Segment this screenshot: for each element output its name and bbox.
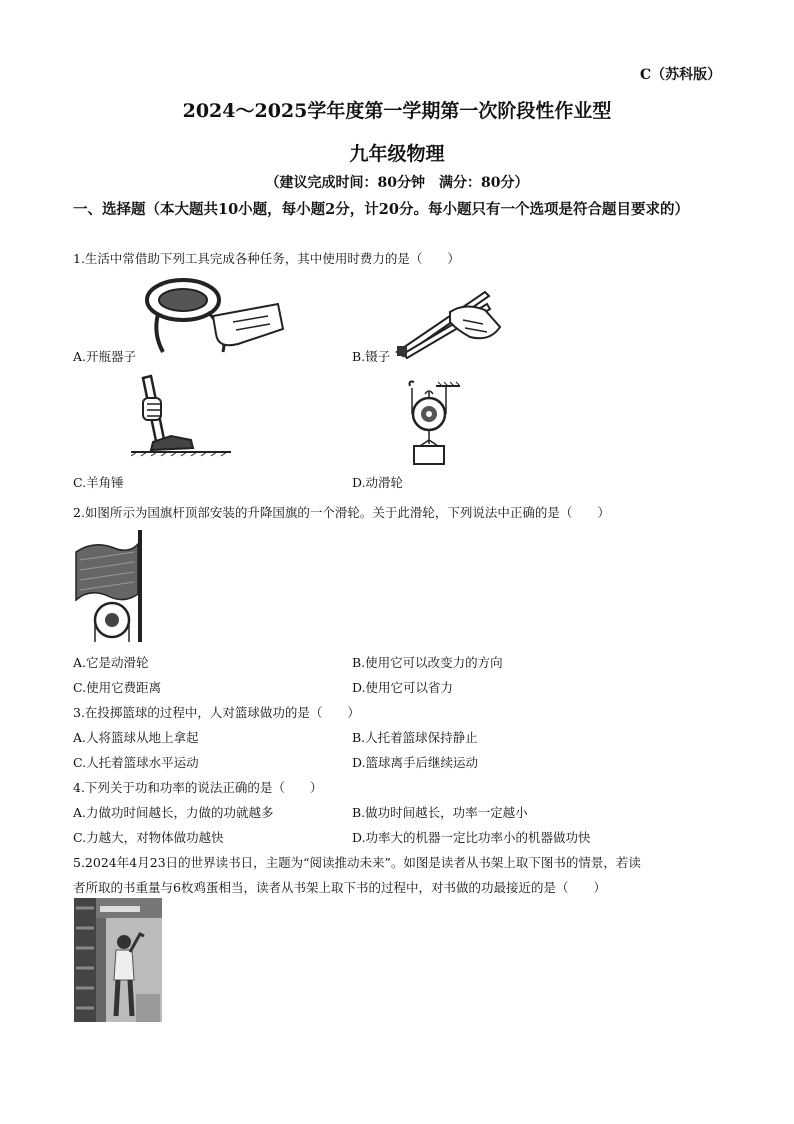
q3-option-d[interactable]: D.篮球离手后继续运动 xyxy=(352,755,479,770)
question-4-stem: 4.下列关于功和功率的说法正确的是（ ） xyxy=(73,780,323,795)
q2-option-a[interactable]: A.它是动滑轮 xyxy=(73,655,149,670)
tweezers-figure xyxy=(395,282,505,362)
q2-option-d[interactable]: D.使用它可以省力 xyxy=(352,680,454,695)
exam-info: （建议完成时间：80分钟 满分：80分） xyxy=(265,175,529,191)
edition-label: C（苏科版） xyxy=(640,67,722,83)
bottle-opener-figure xyxy=(138,274,288,356)
q2-option-c[interactable]: C.使用它费距离 xyxy=(73,680,162,695)
movable-pulley-figure xyxy=(400,380,470,466)
q3-option-c[interactable]: C.人托着篮球水平运动 xyxy=(73,755,199,770)
q3-option-a[interactable]: A.人将篮球从地上拿起 xyxy=(73,730,199,745)
flagpole-pulley-figure xyxy=(74,530,152,642)
q2-option-b[interactable]: B.使用它可以改变力的方向 xyxy=(352,655,503,670)
question-3-stem: 3.在投掷篮球的过程中，人对篮球做功的是（ ） xyxy=(73,705,360,720)
q3-option-b[interactable]: B.人托着篮球保持静止 xyxy=(352,730,478,745)
question-5-stem-line-2: 者所取的书重量与6枚鸡蛋相当，读者从书架上取下书的过程中，对书做的功最接近的是（ ） xyxy=(73,880,606,895)
q1-option-c[interactable]: C.羊角锤 xyxy=(73,475,124,490)
q4-option-a[interactable]: A.力做功时间越长，力做的功就越多 xyxy=(73,805,274,820)
subject-title: 九年级物理 xyxy=(349,143,445,165)
bookshelf-reader-photo xyxy=(74,898,162,1022)
question-1-stem: 1.生活中常借助下列工具完成各种任务，其中使用时费力的是（ ） xyxy=(73,251,460,266)
q1-option-d[interactable]: D.动滑轮 xyxy=(352,475,404,490)
page-title: 2024～2025学年度第一学期第一次阶段性作业型 xyxy=(182,100,612,122)
question-5-stem-line-1: 5.2024年4月23日的世界读书日，主题为“阅读推动未来”。如图是读者从书架上取下图书的情景，若读 xyxy=(73,855,641,870)
q4-option-b[interactable]: B.做功时间越长，功率一定越小 xyxy=(352,805,528,820)
section-heading: 一、选择题（本大题共10小题，每小题2分，计20分。每小题只有一个选项是符合题目要求的） xyxy=(73,201,689,218)
q4-option-d[interactable]: D.功率大的机器一定比功率小的机器做功快 xyxy=(352,830,591,845)
q4-option-c[interactable]: C.力越大，对物体做功越快 xyxy=(73,830,224,845)
claw-hammer-figure xyxy=(131,374,231,460)
question-2-stem: 2.如图所示为国旗杆顶部安装的升降国旗的一个滑轮。关于此滑轮，下列说法中正确的是（ ） xyxy=(73,505,610,520)
q1-option-b[interactable]: B.镊子 xyxy=(352,349,391,364)
q1-option-a[interactable]: A.开瓶器子 xyxy=(73,349,137,364)
